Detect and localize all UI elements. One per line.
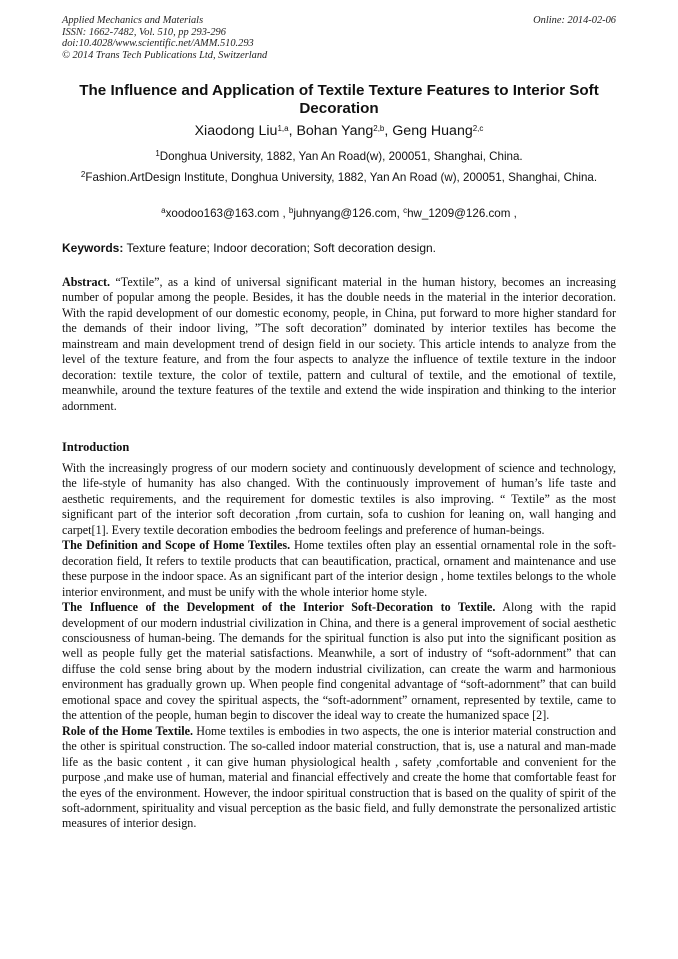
paragraph — [62, 724, 616, 832]
run-in-heading: The Influence of the Development of the Interior Soft-Decoration to Textile. — [62, 600, 496, 615]
keywords-label: Keywords: — [62, 241, 124, 255]
keywords — [62, 240, 616, 256]
journal-header — [62, 15, 616, 61]
introduction-body — [62, 461, 616, 832]
copyright-line: © 2014 Trans Tech Publications Ltd, Switzerland — [62, 49, 268, 61]
paragraph — [62, 538, 616, 600]
affiliation-text: Fashion.ArtDesign Institute, Donghua University, 1882, Yan An Road (w), 200051, Shanghai, China. — [85, 171, 598, 184]
email-list: $^a$xoodoo163@163.com , $^b$juhnyang@126.com, $^c$hw_1209@126.com , — [161, 206, 517, 220]
author-list: Xiaodong Liu$^{1,a}$, Bohan Yang$^{2,b}$, Geng Huang$^{2,c}$ — [194, 123, 484, 139]
author-name: Xiaodong Liu — [194, 123, 278, 139]
email-mark: c — [403, 206, 408, 215]
issn-line: ISSN: 1662-7482, Vol. 510, pp 293-296 — [62, 26, 226, 38]
author-name: Bohan Yang — [296, 123, 374, 139]
abstract-text: “Textile”, as a kind of universal significant material in the human history, becomes an increasing number of popular among the people. Besides, it has the double needs in the material in the interior decoration. With the rapid development of our domestic economy, people, in China, put forward to more higher standard for the demands of their indoor living, ”The soft decoration” dominated by interior textiles has become the mainstream and main development trend of design field in our society. This article intends to analyze from the level of the texture feature, and from the four aspects to analyze the influence of textile texture in the indoor decoration: textile texture, the color of textile, pattern and cultural of textile, and the emotional of textile, meanwhile, around the texture features of the textile and extend the wide inspiration and thinking to the interior adornment. — [62, 275, 617, 413]
paper-title: The Influence and Application of Textile Texture Features to Interior Soft Decoration — [79, 82, 599, 117]
online-date: Online: 2014-02-06 — [533, 15, 616, 26]
paragraph — [62, 600, 616, 724]
author-affiliation-mark: 2,c — [472, 124, 484, 133]
keywords-text: Texture feature; Indoor decoration; Soft decoration design. — [126, 241, 437, 255]
email-link[interactable]: hw_1209@126.com — [407, 207, 511, 220]
affiliation — [62, 170, 616, 186]
run-in-heading: Role of the Home Textile. — [62, 723, 193, 738]
author-name: Geng Huang — [392, 123, 473, 139]
journal-name: Applied Mechanics and Materials — [62, 15, 204, 26]
email-link[interactable]: xoodoo163@163.com — [165, 207, 280, 220]
section-heading: Introduction — [62, 440, 130, 454]
affiliation-mark: 1 — [155, 149, 160, 158]
paragraph-text: With the increasingly progress of our modern society and continuously development of science and technology, the life-style of humanity has also changed. With the continuously improvement of human’s life taste and aesthetic requirements, and the requirement for domestic textiles is also improving. “ Textile” as the most significant part of the interior soft decoration ,from curtain, sofa to cushion for leaning on, wall hanging and carpet[1]. Every textile decoration embodies the bedroom feelings and preference of human-beings. — [62, 461, 616, 537]
doi-line: doi:10.4028/www.scientific.net/AMM.510.293 — [62, 38, 254, 50]
paragraph — [62, 461, 616, 538]
affiliation-text: Donghua University, 1882, Yan An Road(w), 200051, Shanghai, China. — [159, 150, 523, 163]
abstract-label: Abstract. — [62, 275, 111, 289]
paragraph-text: Along with the rapid development of our modern industrial civilization in China, and there is a general improvement of social aesthetic consciousness of human-being. The demands for the spiritual function is also put into the significant position as well as people fully get the material satisfactions. Meanwhile, a sort of industry of “soft-adornment” that can diffuse the cold sense bring about by the modern industrial civilization, can create the warm and harmonious environment has gradually grown up. When people find congenital advantage of “soft-adornment” that can build emotional space and covey the spiritual aspects, the “soft-adornment” ornament, represented by textile, came to the attention of the people, human begin to discover the ideal way to create the humanized space [2]. — [62, 600, 616, 723]
email-mark: a — [161, 206, 166, 215]
abstract — [62, 275, 616, 414]
author-affiliation-mark: 2,b — [373, 124, 385, 133]
author-affiliation-mark: 1,a — [277, 124, 289, 133]
affiliation-mark: 2 — [80, 170, 86, 179]
run-in-heading: The Definition and Scope of Home Textiles. — [62, 538, 291, 553]
paragraph-text: Home textiles often play an essential ornamental role in the soft-decoration field, It refers to textile products that can beautification, practical, ornament and maintenance and use these purpose in the indoor space. As an significant part of the interior design , home textiles belongs to the whole interior environment, and must be unify with the whole interior home style. — [62, 538, 616, 599]
affiliation — [62, 149, 616, 165]
email-mark: b — [288, 206, 294, 215]
email-link[interactable]: juhnyang@126.com — [293, 207, 397, 220]
paragraph-text: Home textiles is embodies in two aspects, the one is interior material construction and the other is spiritual construction. The so-called indoor material construction, that is, use a natural and man-made life as the basic content , it can give human physiological health , safety ,comfortable and convenient for the purpose ,and make use of human, material and financial effectively and create the home that comfortable feast for the eyes of the environment. However, the indoor spiritual construction that is based on the quality of spirit of the soft-adornment, spirituality and visual perception as the basic field, and fully demonstrate the personalized artistic measures of interior design. — [62, 723, 617, 831]
